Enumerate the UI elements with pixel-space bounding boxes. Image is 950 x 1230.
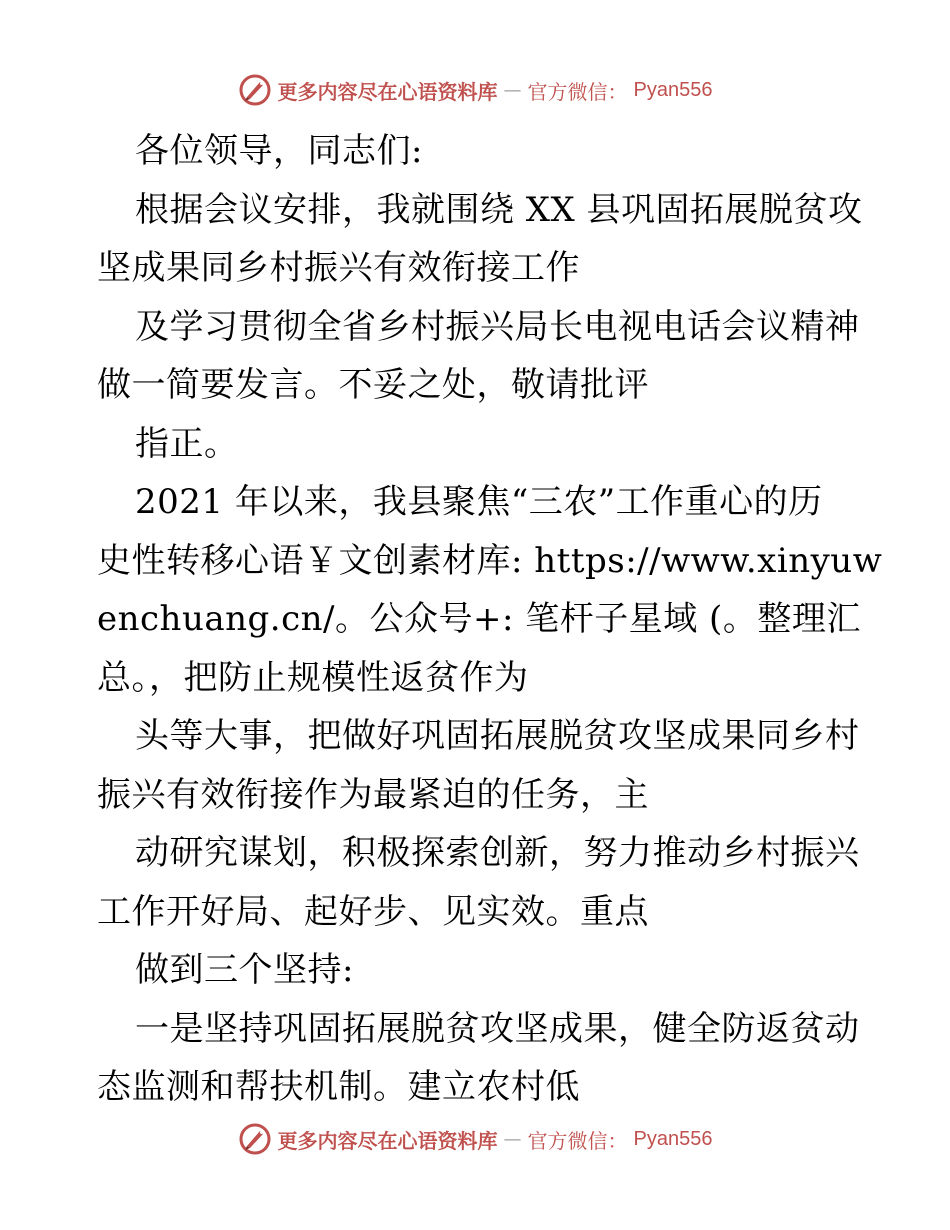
- body-line: 头等大事，把做好巩固拓展脱贫攻坚成果同乡村: [135, 716, 860, 756]
- header-dash: —: [503, 79, 522, 101]
- body-line: 及学习贯彻全省乡村振兴局长电视电话会议精神: [135, 306, 860, 347]
- body-line: 振兴有效衔接作为最紧迫的任务，主: [97, 774, 649, 815]
- body-line: 根据会议安排，我就围绕 XX 县巩固拓展脱贫攻: [135, 189, 863, 230]
- body-line: 史性转移心语￥文创素材库: https://www.xinyuw: [97, 540, 883, 581]
- footer-wechat-id: Pyan556: [633, 1127, 713, 1150]
- header-site-text: 更多内容尽在心语资料库: [277, 79, 498, 104]
- body-line: 做一简要发言。不妥之处，敬请批评: [97, 365, 649, 405]
- body-line: 各位领导，同志们:: [135, 131, 423, 171]
- footer-site-text: 更多内容尽在心语资料库: [277, 1128, 498, 1153]
- body-line: 做到三个坚持:: [135, 950, 354, 990]
- header-wechat-label: 官方微信：: [527, 79, 628, 104]
- body-line: 工作开好局、起好步、见实效。重点: [97, 891, 649, 932]
- body-line: 态监测和帮扶机制。建立农村低: [97, 1067, 580, 1107]
- header-wechat-id: Pyan556: [633, 78, 713, 101]
- body-line: 一是坚持巩固拓展脱贫攻坚成果，健全防返贫动: [135, 1008, 860, 1049]
- pen-nib-logo-icon: [238, 73, 272, 107]
- body-line: 总。，把防止规模性返贫作为: [97, 657, 529, 698]
- body-line: 2021 年以来，我县聚焦“三农”工作重心的历: [135, 482, 823, 522]
- footer-banner: [0, 1121, 950, 1157]
- body-line: 动研究谋划，积极探索创新，努力推动乡村振兴: [135, 833, 860, 873]
- footer-wechat-label: 官方微信：: [527, 1128, 628, 1153]
- body-line: enchuang.cn/。公众号+: 笔杆子星域 (。整理汇: [97, 599, 861, 639]
- footer-dash: —: [503, 1128, 522, 1150]
- header-banner: [0, 72, 950, 108]
- pen-nib-logo-icon: [238, 1122, 272, 1156]
- body-line: 坚成果同乡村振兴有效衔接工作: [97, 248, 580, 288]
- body-line: 指正。: [135, 423, 239, 464]
- document-body: [97, 122, 883, 1117]
